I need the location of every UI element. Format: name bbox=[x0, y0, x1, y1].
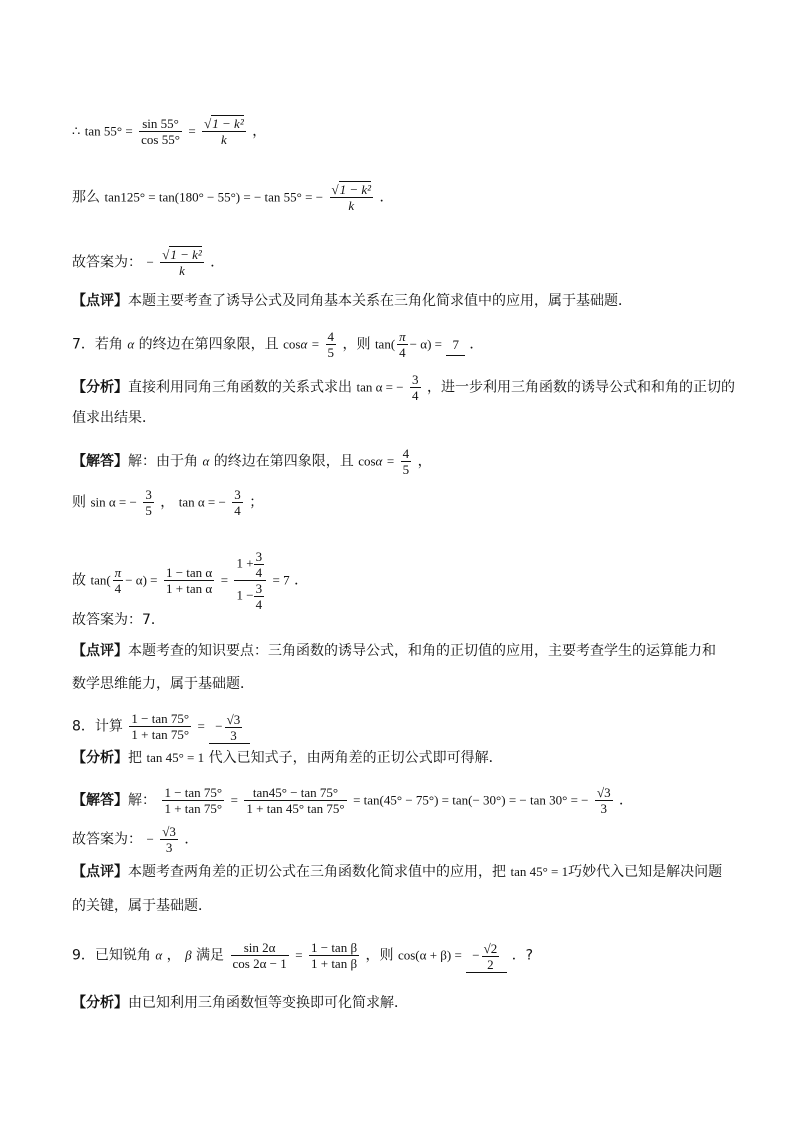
sqrt3-over-3: $\frac{√3}{3}$ bbox=[162, 824, 176, 855]
tan-compute-line: 故 tan( $\frac{\pi}{4}$ − α) = $\frac{\text{1 − tan α}}{\text{1 + tan α}}$ = 1 + $\frac{3}{4}$ 1 − $\frac{3}{4}$ = 7 ． bbox=[72, 549, 309, 612]
tan-difference-fraction: $\frac{\tan 45^\circ - \tan 75^\circ}{1 + \tan 45^\circ \tan 75^\circ}$ bbox=[246, 785, 345, 816]
fraction-3-5: $\frac{3}{5}$ bbox=[145, 487, 152, 518]
fraction-4-5: $\frac{4}{5}$ bbox=[402, 446, 410, 477]
tanb-fraction: $\frac{\text{1 − tan β}}{\text{1 + tan β}}$ bbox=[310, 940, 358, 971]
solution-7: 【解答】解：由于角 α 的终边在第四象限，且 cosα = $\frac{4}{5}$ ， bbox=[72, 446, 432, 477]
sin-tan-line: 则 sin α = − $\frac{3}{5}$ ， tan α = − $\frac{3}{4}$ ； bbox=[72, 487, 264, 518]
fraction-3-4: $\frac{3}{4}$ bbox=[412, 372, 419, 403]
answer-blank-7: 7 bbox=[446, 335, 465, 356]
comment-7-cont: 数学思维能力，属于基础题． bbox=[72, 676, 254, 692]
analysis-7-cont: 值求出结果． bbox=[72, 410, 156, 426]
sqrt-fraction: $\frac{\text{√1 − k²}}{k}$ bbox=[162, 247, 202, 278]
tan75-fraction: $\frac{1 - \tan 75^\circ}{1 + \tan 75^\circ}$ bbox=[164, 785, 223, 816]
tan125-line: 那么 tan125° = tan(180° − 55°) = − tan 55° = − $\frac{\text{√1 − k²}}{k}$ ． bbox=[72, 182, 394, 213]
sin2a-fraction: $\frac{\sin 2\alpha}{\cos 2\alpha - 1}$ bbox=[232, 940, 287, 971]
solution-8: 【解答】解： $\frac{1 - \tan 75^\circ}{1 + \tan 75^\circ}$ = $\frac{\tan 45^\circ - \tan 75^\circ}{1 + \tan 45^\circ \tan 75^\circ}$ = tan(45° − 75°) = tan(− 30°) = − tan 30° = − $\frac{√3}{3}$ ． bbox=[72, 785, 634, 816]
answer-line-6: 故答案为： − $\frac{\text{√1 − k²}}{k}$ ． bbox=[72, 247, 225, 278]
question-9-stem: 9．已知锐角 α ， β 满足 $\frac{\sin 2\alpha}{\cos 2\alpha - 1}$ = $\frac{\text{1 − tan β}}{\text{1 + tan β}}$ ，则 cos(α + β) = − $\frac{√2}{2}$ ．? bbox=[72, 940, 534, 973]
answer-line-8: 故答案为： − $\frac{√3}{3}$ ． bbox=[72, 824, 199, 855]
comment-8-cont: 的关键，属于基础题． bbox=[72, 898, 212, 914]
comment-8: 【点评】本题考查两角差的正切公式在三角函数化简求值中的应用，把 tan 45° = 1巧妙代入已知是解决问题 bbox=[72, 864, 723, 880]
tan55-line: ∴ tan 55° = $\frac{\sin 55^\circ}{\cos 55^\circ}$ = $\frac{\text{√1 − k²}}{k}$ ， bbox=[72, 116, 267, 147]
comment-6: 【点评】本题主要考查了诱导公式及同角基本关系在三角化简求值中的应用，属于基础题． bbox=[72, 293, 632, 309]
tan-fraction: $\frac{\text{1 − tan α}}{\text{1 + tan α}}$ bbox=[165, 565, 213, 596]
analysis-7: 【分析】直接利用同角三角函数的关系式求出 tan α = − $\frac{3}{4}$ ，进一步利用三角函数的诱导公式和和角的正切的 bbox=[72, 372, 735, 403]
sqrt3-over-3: $\frac{√3}{3}$ bbox=[596, 785, 611, 816]
fraction-4-5: $\frac{4}{5}$ bbox=[327, 329, 335, 360]
sqrt-fraction: $\frac{\text{√1 − k²}}{k}$ bbox=[204, 116, 244, 147]
question-8-stem: 8．计算 $\frac{1 - \tan 75^\circ}{1 + \tan 75^\circ}$ = − $\frac{√3}{3}$ bbox=[72, 711, 250, 744]
answer-line-7: 故答案为：7． bbox=[72, 612, 165, 628]
sqrt-fraction: $\frac{\text{√1 − k²}}{k}$ bbox=[331, 182, 372, 213]
sin-over-cos-fraction: $\frac{\sin 55^\circ}{\cos 55^\circ}$ bbox=[141, 116, 180, 147]
analysis-8: 【分析】把 tan 45° = 1 代入已知式子，由两角差的正切公式即可得解． bbox=[72, 750, 503, 766]
answer-blank-8: − $\frac{√3}{3}$ bbox=[209, 712, 250, 744]
analysis-9: 【分析】由已知利用三角函数恒等变换即可化简求解． bbox=[72, 995, 408, 1011]
fraction-pi-4: $\frac{\pi}{4}$ bbox=[114, 565, 122, 596]
answer-blank-9: − $\frac{√2}{2}$ bbox=[466, 941, 507, 973]
compound-fraction: 1 + $\frac{3}{4}$ 1 − $\frac{3}{4}$ bbox=[234, 549, 266, 612]
tan75-fraction: $\frac{1 - \tan 75^\circ}{1 + \tan 75^\circ}$ bbox=[131, 711, 190, 742]
fraction-pi-4: $\frac{\pi}{4}$ bbox=[399, 329, 406, 360]
comment-7: 【点评】本题考查的知识要点：三角函数的诱导公式，和角的正切值的应用，主要考查学生的运算能力和 bbox=[72, 643, 716, 659]
fraction-3-4: $\frac{3}{4}$ bbox=[234, 487, 241, 518]
question-7-stem: 7．若角 α 的终边在第四象限，且 cosα = $\frac{4}{5}$ ，则 tan( $\frac{\pi}{4}$ − α) = 7 ． bbox=[72, 329, 484, 360]
